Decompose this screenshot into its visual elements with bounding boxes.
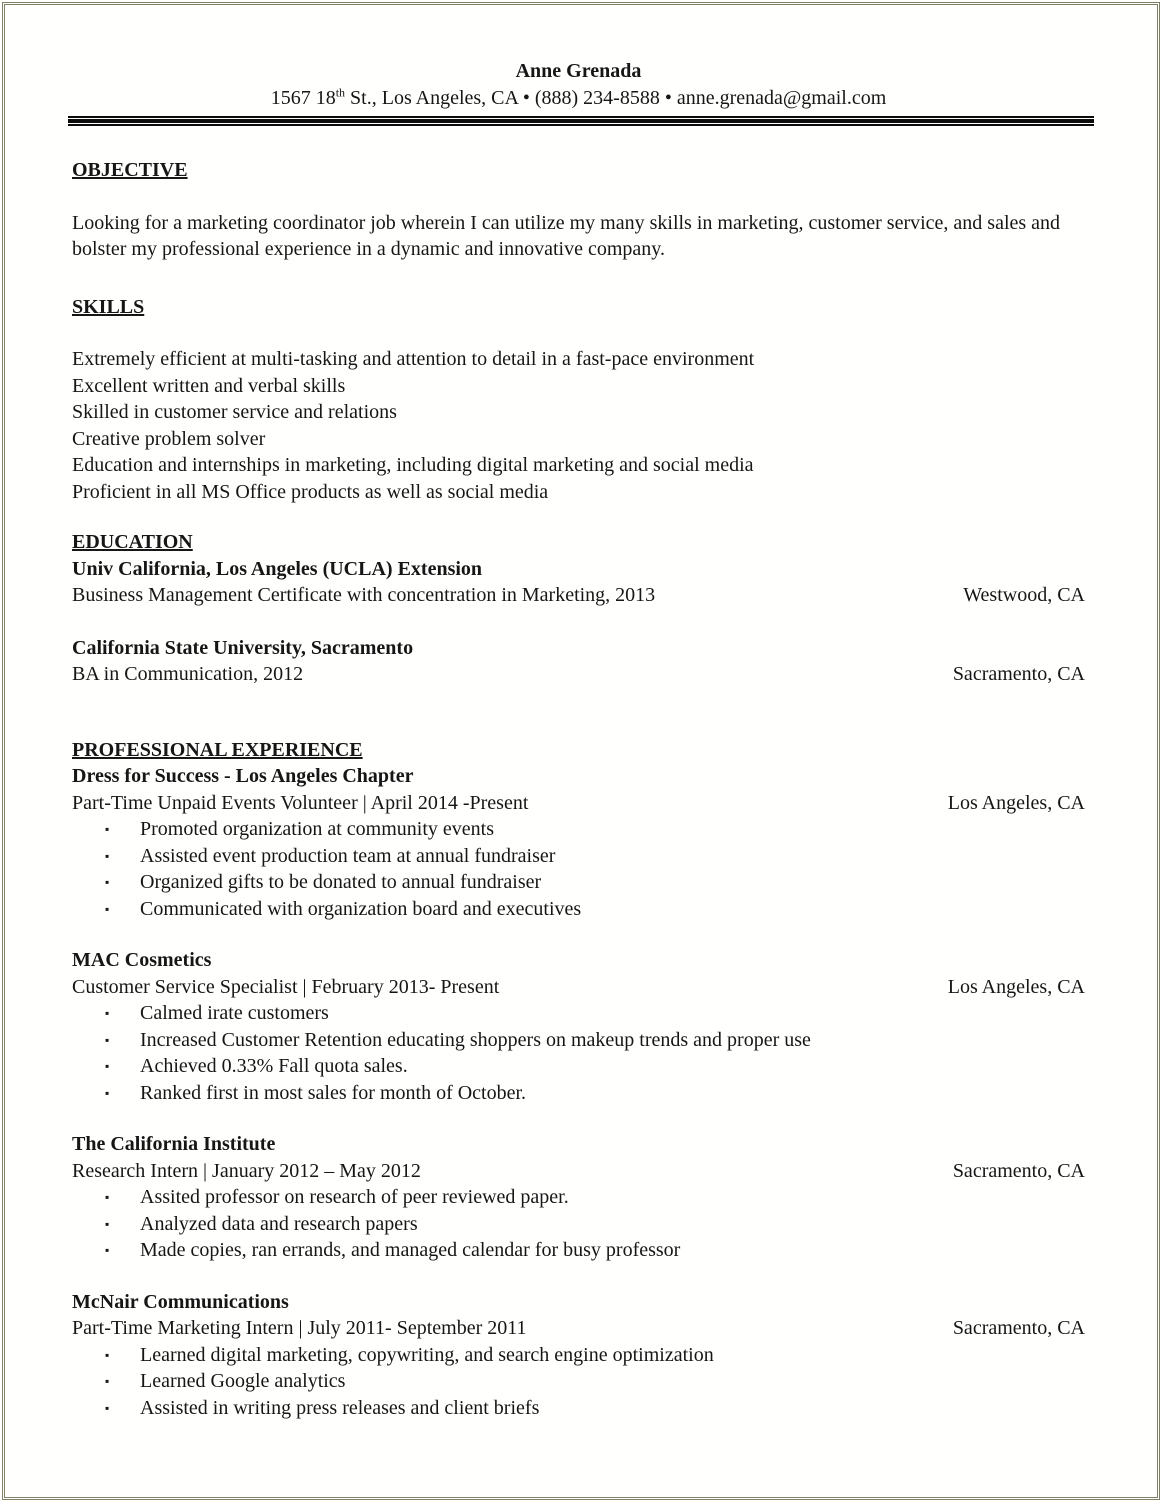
company-name: The California Institute — [72, 1133, 276, 1155]
section-heading-experience: PROFESSIONAL EXPERIENCE — [72, 738, 363, 761]
rule-thin-bottom — [68, 124, 1094, 126]
degree-text: BA in Communication, 2012 — [72, 663, 304, 685]
job-location: Sacramento, CA — [952, 1159, 1085, 1182]
company-name: MAC Cosmetics — [72, 949, 212, 971]
job-title: Customer Service Specialist | February 2013- Present — [72, 975, 500, 998]
bullet-text: Ranked first in most sales for month of October. — [140, 1081, 527, 1104]
job-entry — [72, 1289, 1085, 1422]
degree-line — [72, 582, 1085, 609]
job-entry — [72, 947, 1085, 1106]
degree-text: Business Management Certificate with concentration in Marketing, 2013 — [72, 584, 656, 606]
contact-address-suffix: St., Los Angeles, CA • (888) 234-8588 • anne.grenada@gmail.com — [345, 86, 887, 109]
square-bullet-icon: ▪ — [105, 1059, 110, 1073]
contact-line — [72, 85, 1085, 112]
job-title-line — [72, 1315, 1085, 1342]
contact-ordinal-superscript: th — [335, 84, 346, 99]
bullet-item — [72, 1395, 1085, 1422]
skills-list — [72, 346, 1085, 505]
skill-item: Education and internships in marketing, including digital marketing and social media — [72, 454, 754, 476]
bullet-text: Learned digital marketing, copywriting, and search engine optimization — [140, 1343, 714, 1366]
company-name: McNair Communications — [72, 1290, 289, 1313]
bullet-text: Analyzed data and research papers — [140, 1212, 418, 1235]
square-bullet-icon: ▪ — [105, 1243, 110, 1257]
section-heading-skills: SKILLS — [72, 295, 145, 318]
job-title-line — [72, 974, 1085, 1001]
bullet-item — [72, 1000, 1085, 1027]
square-bullet-icon: ▪ — [105, 1032, 110, 1047]
square-bullet-icon: ▪ — [105, 822, 110, 836]
job-bullet-list — [72, 816, 1085, 922]
bullet-item — [72, 1027, 1085, 1054]
job-title: Part-Time Marketing Intern | July 2011- September 2011 — [72, 1317, 527, 1339]
job-bullet-list — [72, 1184, 1085, 1264]
bullet-item — [72, 1080, 1085, 1107]
header-divider-rule — [68, 116, 1094, 126]
square-bullet-icon: ▪ — [105, 1085, 110, 1100]
bullet-item — [72, 1211, 1085, 1238]
square-bullet-icon: ▪ — [105, 1374, 110, 1388]
job-title-line — [72, 790, 1085, 817]
skill-item: Skilled in customer service and relations — [72, 401, 397, 423]
degree-line — [72, 661, 1085, 688]
candidate-name: Anne Grenada — [515, 60, 642, 82]
job-title-line — [72, 1158, 1085, 1185]
objective-text: Looking for a marketing coordinator job wherein I can utilize my many skills in marketing, customer service, and sales and bolster my professional experience in a dynamic and innovative company. — [72, 211, 1061, 260]
bullet-text: Assisted event production team at annual fundraiser — [140, 844, 556, 867]
square-bullet-icon: ▪ — [105, 901, 110, 916]
bullet-text: Achieved 0.33% Fall quota sales. — [140, 1055, 408, 1077]
education-location: Westwood, CA — [963, 584, 1085, 606]
square-bullet-icon: ▪ — [105, 848, 110, 863]
bullet-item — [72, 1368, 1085, 1395]
bullet-item — [72, 1053, 1085, 1080]
square-bullet-icon: ▪ — [105, 1006, 110, 1020]
section-heading-objective: OBJECTIVE — [72, 159, 188, 181]
square-bullet-icon: ▪ — [105, 1347, 110, 1362]
job-entry — [72, 1131, 1085, 1264]
skill-item: Creative problem solver — [72, 427, 266, 450]
job-bullet-list — [72, 1342, 1085, 1422]
company-name: Dress for Success - Los Angeles Chapter — [72, 765, 414, 787]
bullet-text: Assited professor on research of peer reviewed paper. — [140, 1186, 569, 1208]
bullet-item — [72, 1237, 1085, 1264]
school-name: California State University, Sacramento — [72, 636, 414, 659]
bullet-text: Organized gifts to be donated to annual fundraiser — [140, 871, 542, 893]
bullet-text: Assisted in writing press releases and client briefs — [140, 1396, 540, 1419]
education-location: Sacramento, CA — [952, 663, 1085, 685]
skill-item: Excellent written and verbal skills — [72, 374, 346, 397]
bullet-text: Made copies, ran errands, and managed calendar for busy professor — [140, 1239, 681, 1261]
skill-item: Extremely efficient at multi-tasking and attention to detail in a fast-pace environment — [72, 348, 755, 370]
education-entry — [72, 556, 1085, 609]
section-heading-education: EDUCATION — [72, 531, 193, 553]
bullet-item — [72, 869, 1085, 896]
bullet-item — [72, 816, 1085, 843]
bullet-text: Increased Customer Retention educating shoppers on makeup trends and proper use — [140, 1028, 811, 1051]
bullet-text: Learned Google analytics — [140, 1370, 346, 1392]
job-entry — [72, 763, 1085, 922]
bullet-item — [72, 843, 1085, 870]
bullet-item — [72, 1184, 1085, 1211]
school-name: Univ California, Los Angeles (UCLA) Extension — [72, 557, 483, 580]
square-bullet-icon: ▪ — [105, 875, 110, 889]
job-location: Sacramento, CA — [952, 1317, 1085, 1339]
square-bullet-icon: ▪ — [105, 1190, 110, 1204]
education-entry — [72, 635, 1085, 688]
bullet-text: Communicated with organization board and executives — [140, 897, 582, 920]
bullet-text: Promoted organization at community events — [140, 818, 495, 840]
square-bullet-icon: ▪ — [105, 1216, 110, 1231]
job-location: Los Angeles, CA — [947, 975, 1085, 998]
job-bullet-list — [72, 1000, 1085, 1106]
bullet-item — [72, 896, 1085, 923]
job-title: Research Intern | January 2012 – May 2012 — [72, 1159, 421, 1182]
bullet-text: Calmed irate customers — [140, 1002, 329, 1024]
job-location: Los Angeles, CA — [947, 791, 1085, 814]
contact-address-prefix: 1567 18 — [270, 86, 336, 109]
job-title: Part-Time Unpaid Events Volunteer | April 2014 -Present — [72, 791, 529, 814]
skill-item: Proficient in all MS Office products as well as social media — [72, 480, 549, 503]
bullet-item — [72, 1342, 1085, 1369]
square-bullet-icon: ▪ — [105, 1400, 110, 1415]
